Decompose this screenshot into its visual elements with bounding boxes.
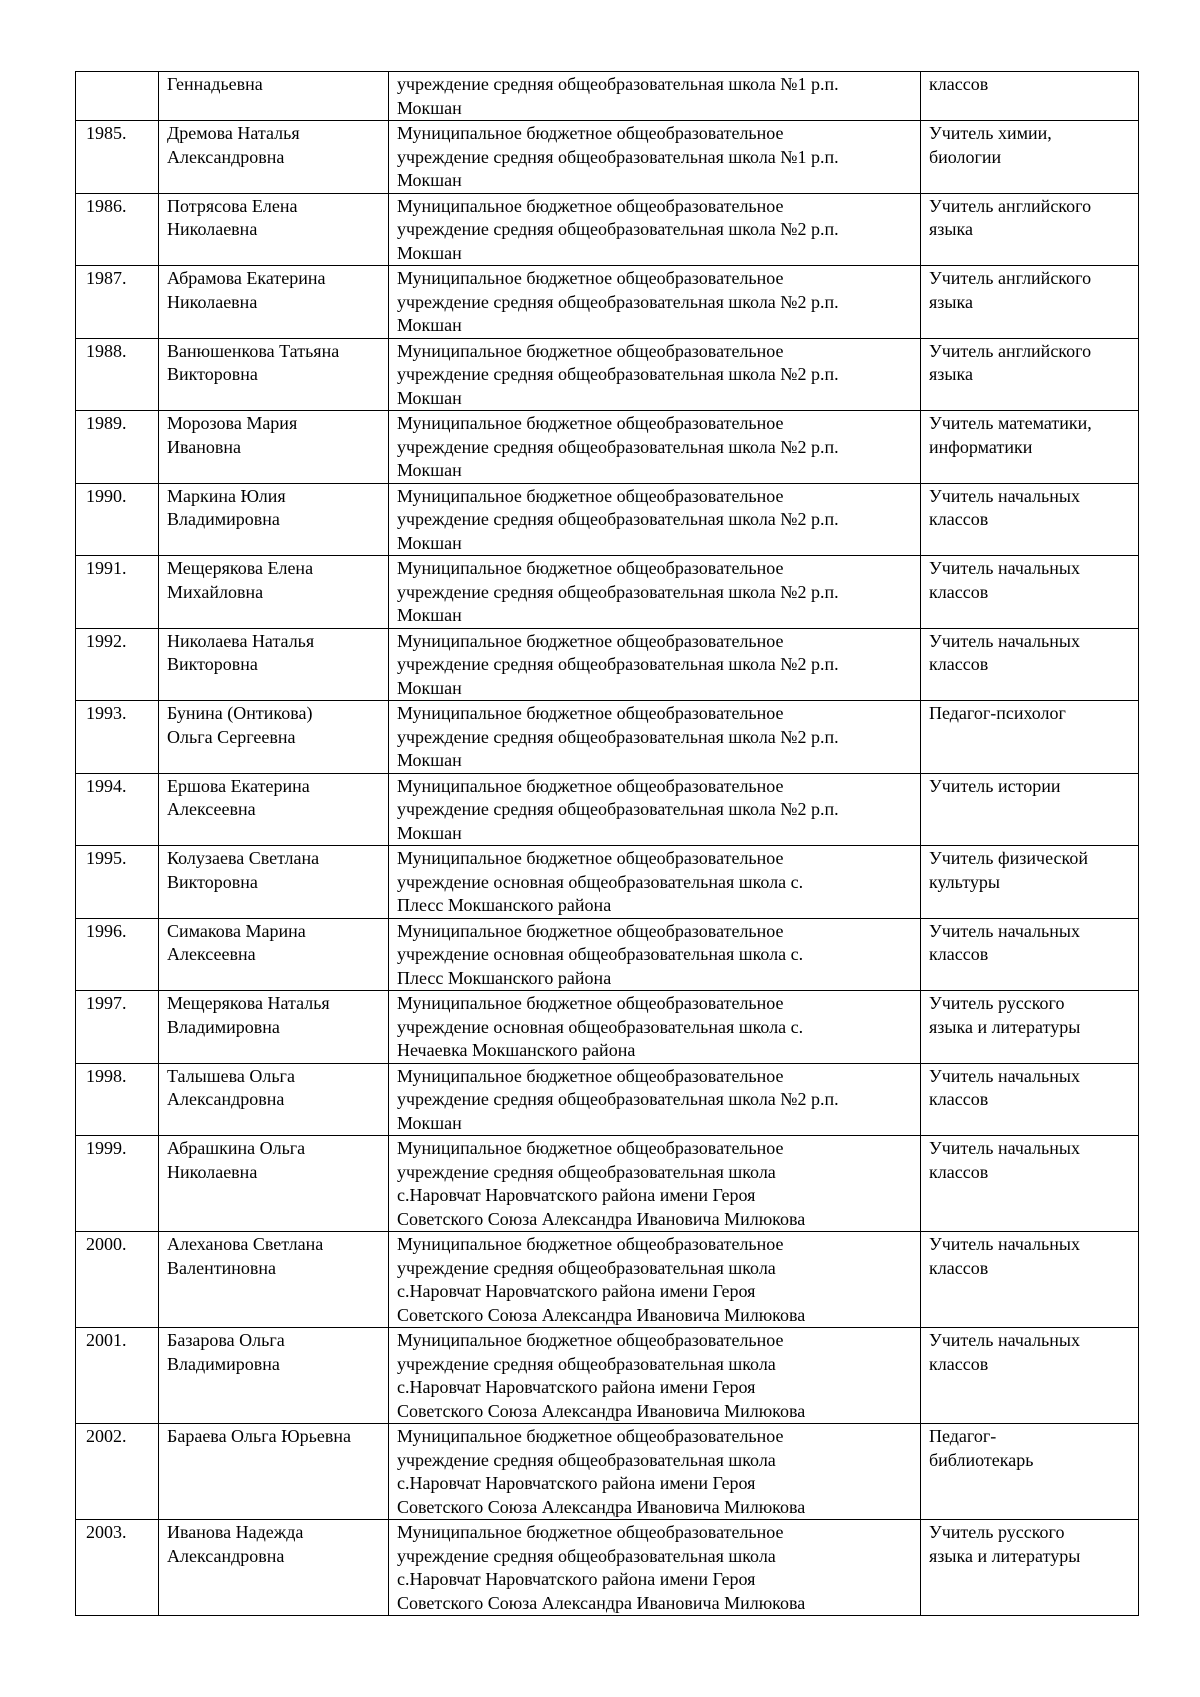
institution-line: с.Наровчат Наровчатского района имени Героя bbox=[397, 1281, 756, 1301]
position-line: классов bbox=[929, 581, 989, 602]
table-row bbox=[76, 411, 1139, 484]
institution-cell bbox=[389, 991, 921, 1064]
row-number-cell bbox=[76, 72, 159, 121]
institution-line: учреждение средняя общеобразовательная школа bbox=[397, 1449, 776, 1470]
institution-line: учреждение средняя общеобразовательная школа №2 р.п. bbox=[397, 1089, 839, 1109]
table-row bbox=[76, 1136, 1139, 1232]
teacher-name-line: Николаевна bbox=[167, 291, 258, 312]
position-cell bbox=[921, 1232, 1139, 1328]
table-row bbox=[76, 1328, 1139, 1424]
institution-line: Мокшан bbox=[397, 460, 462, 480]
institution-cell bbox=[389, 483, 921, 556]
institution-line: учреждение средняя общеобразовательная школа bbox=[397, 1161, 776, 1182]
position-cell bbox=[921, 72, 1139, 121]
institution-line: Муниципальное бюджетное общеобразовательное bbox=[397, 630, 784, 651]
position-cell bbox=[921, 1520, 1139, 1616]
institution-line: учреждение основная общеобразовательная школа с. bbox=[397, 1016, 804, 1037]
position-line: Учитель начальных bbox=[929, 630, 1080, 651]
teacher-name-cell bbox=[159, 483, 389, 556]
table-row bbox=[76, 72, 1139, 121]
position-line: Учитель английского bbox=[929, 195, 1092, 216]
institution-cell bbox=[389, 773, 921, 846]
institution-line: Муниципальное бюджетное общеобразовательное bbox=[397, 413, 784, 433]
institution-cell bbox=[389, 121, 921, 194]
teacher-name-cell bbox=[159, 1232, 389, 1328]
teacher-name-line: Викторовна bbox=[167, 871, 258, 892]
institution-cell bbox=[389, 338, 921, 411]
institution-cell bbox=[389, 701, 921, 774]
teacher-name-cell bbox=[159, 72, 389, 121]
teacher-name-cell bbox=[159, 338, 389, 411]
teacher-name-cell bbox=[159, 1424, 389, 1520]
institution-line: учреждение средняя общеобразовательная школа bbox=[397, 1353, 776, 1374]
institution-cell bbox=[389, 72, 921, 121]
institution-line: Мокшан bbox=[397, 1112, 462, 1133]
row-number-cell: 2000. bbox=[76, 1232, 159, 1328]
teacher-name-line: Талышева Ольга bbox=[167, 1065, 295, 1086]
position-cell bbox=[921, 991, 1139, 1064]
row-number-cell: 1987. bbox=[76, 266, 159, 339]
position-cell bbox=[921, 338, 1139, 411]
institution-line: Муниципальное бюджетное общеобразовательное bbox=[397, 920, 784, 941]
institution-line: с.Наровчат Наровчатского района имени Героя bbox=[397, 1569, 756, 1589]
teacher-name-cell bbox=[159, 121, 389, 194]
table-row bbox=[76, 1063, 1139, 1136]
teacher-name-cell bbox=[159, 1136, 389, 1232]
institution-line: Муниципальное бюджетное общеобразовательное bbox=[397, 993, 784, 1013]
position-line: Учитель английского bbox=[929, 340, 1092, 361]
institution-line: Муниципальное бюджетное общеобразовательное bbox=[397, 1234, 784, 1254]
position-cell bbox=[921, 773, 1139, 846]
institution-cell bbox=[389, 556, 921, 629]
teacher-name-line: Ивановна bbox=[167, 436, 242, 457]
position-line: языка bbox=[929, 291, 973, 312]
row-number-cell: 1997. bbox=[76, 991, 159, 1064]
institution-line: учреждение средняя общеобразовательная школа №2 р.п. bbox=[397, 436, 839, 457]
institution-line: Муниципальное бюджетное общеобразовательное bbox=[397, 558, 784, 578]
institution-line: Мокшан bbox=[397, 170, 462, 190]
position-line: языка bbox=[929, 364, 973, 384]
position-cell bbox=[921, 701, 1139, 774]
institution-cell bbox=[389, 1520, 921, 1616]
teacher-name-line: Бараева Ольга Юрьевна bbox=[167, 1426, 351, 1446]
table-body bbox=[76, 72, 1139, 1616]
position-line: Педагог- bbox=[929, 1426, 997, 1446]
teacher-name-line: Владимировна bbox=[167, 1016, 280, 1037]
table-row bbox=[76, 121, 1139, 194]
institution-line: учреждение средняя общеобразовательная школа №1 р.п. bbox=[397, 146, 839, 167]
institution-line: с.Наровчат Наровчатского района имени Героя bbox=[397, 1377, 756, 1397]
teacher-name-line: Дремова Наталья bbox=[167, 123, 300, 143]
teacher-name-line: Абрашкина Ольга bbox=[167, 1138, 306, 1158]
position-line: Учитель русского bbox=[929, 1522, 1065, 1542]
position-line: языка и литературы bbox=[929, 1016, 1081, 1037]
row-number-cell: 2001. bbox=[76, 1328, 159, 1424]
teacher-name-line: Михайловна bbox=[167, 581, 264, 602]
position-line: классов bbox=[929, 1353, 989, 1374]
position-line: Учитель начальных bbox=[929, 1330, 1080, 1350]
position-line: Учитель начальных bbox=[929, 485, 1080, 506]
institution-line: Советского Союза Александра Ивановича Милюкова bbox=[397, 1400, 806, 1421]
row-number-cell: 1999. bbox=[76, 1136, 159, 1232]
table-row bbox=[76, 1424, 1139, 1520]
position-line: классов bbox=[929, 944, 989, 964]
position-line: Учитель начальных bbox=[929, 920, 1080, 941]
institution-line: Муниципальное бюджетное общеобразовательное bbox=[397, 775, 784, 796]
table-row bbox=[76, 918, 1139, 991]
position-line: Педагог-психолог bbox=[929, 703, 1066, 723]
row-number-cell: 1988. bbox=[76, 338, 159, 411]
teacher-name-line: Александровна bbox=[167, 1545, 285, 1566]
teacher-name-line: Алексеевна bbox=[167, 799, 256, 819]
institution-line: учреждение средняя общеобразовательная школа №2 р.п. bbox=[397, 291, 839, 312]
institution-cell bbox=[389, 628, 921, 701]
institution-line: Советского Союза Александра Ивановича Милюкова bbox=[397, 1208, 806, 1229]
institution-line: Мокшан bbox=[397, 242, 462, 263]
institution-line: Муниципальное бюджетное общеобразовательное bbox=[397, 1138, 784, 1158]
row-number-cell: 1991. bbox=[76, 556, 159, 629]
row-number-cell: 1993. bbox=[76, 701, 159, 774]
institution-line: Советского Союза Александра Ивановича Милюкова bbox=[397, 1496, 806, 1517]
teacher-name-line: Николаевна bbox=[167, 219, 258, 239]
teacher-name-cell bbox=[159, 846, 389, 919]
teacher-name-line: Ванюшенкова Татьяна bbox=[167, 340, 340, 361]
position-line: Учитель физической bbox=[929, 848, 1088, 868]
institution-cell bbox=[389, 193, 921, 266]
table-row bbox=[76, 773, 1139, 846]
institution-line: Мокшан bbox=[397, 677, 462, 698]
table-row bbox=[76, 338, 1139, 411]
institution-line: Муниципальное бюджетное общеобразовательное bbox=[397, 848, 784, 868]
teacher-name-cell bbox=[159, 556, 389, 629]
institution-line: учреждение основная общеобразовательная школа с. bbox=[397, 944, 804, 964]
position-cell bbox=[921, 556, 1139, 629]
institution-cell bbox=[389, 1063, 921, 1136]
position-cell bbox=[921, 1063, 1139, 1136]
position-line: классов bbox=[929, 1161, 989, 1182]
teacher-name-line: Абрамова Екатерина bbox=[167, 268, 326, 288]
position-line: классов bbox=[929, 1257, 989, 1278]
teacher-name-line: Александровна bbox=[167, 1089, 285, 1109]
institution-line: Мокшан bbox=[397, 387, 462, 408]
teacher-name-cell bbox=[159, 193, 389, 266]
institution-line: Муниципальное бюджетное общеобразовательное bbox=[397, 268, 784, 288]
institution-line: с.Наровчат Наровчатского района имени Героя bbox=[397, 1185, 756, 1205]
institution-line: Муниципальное бюджетное общеобразовательное bbox=[397, 1522, 784, 1542]
teacher-name-cell bbox=[159, 773, 389, 846]
row-number-cell: 2002. bbox=[76, 1424, 159, 1520]
institution-line: учреждение средняя общеобразовательная школа №2 р.п. bbox=[397, 726, 839, 747]
table-row bbox=[76, 628, 1139, 701]
institution-line: Муниципальное бюджетное общеобразовательное bbox=[397, 340, 784, 361]
institution-cell bbox=[389, 1136, 921, 1232]
table-row bbox=[76, 991, 1139, 1064]
institution-line: Нечаевка Мокшанского района bbox=[397, 1040, 636, 1060]
position-line: классов bbox=[929, 74, 989, 94]
teacher-name-line: Симакова Марина bbox=[167, 920, 306, 941]
institution-line: Мокшан bbox=[397, 315, 462, 335]
teacher-name-line: Колузаева Светлана bbox=[167, 848, 320, 868]
position-line: Учитель английского bbox=[929, 268, 1092, 288]
teacher-name-line: Викторовна bbox=[167, 654, 258, 674]
institution-line: учреждение средняя общеобразовательная школа №2 р.п. bbox=[397, 219, 839, 239]
teacher-name-cell bbox=[159, 991, 389, 1064]
position-line: Учитель математики, bbox=[929, 413, 1092, 433]
institution-line: учреждение средняя общеобразовательная школа №1 р.п. bbox=[397, 74, 839, 94]
row-number-cell: 1992. bbox=[76, 628, 159, 701]
teacher-name-line: Владимировна bbox=[167, 509, 280, 529]
teacher-name-cell bbox=[159, 1328, 389, 1424]
teacher-name-cell bbox=[159, 918, 389, 991]
institution-line: Плесс Мокшанского района bbox=[397, 895, 612, 915]
position-cell bbox=[921, 193, 1139, 266]
position-cell bbox=[921, 411, 1139, 484]
teacher-name-line: Владимировна bbox=[167, 1353, 280, 1374]
row-number-cell: 1985. bbox=[76, 121, 159, 194]
row-number-cell: 1990. bbox=[76, 483, 159, 556]
table-row bbox=[76, 193, 1139, 266]
institution-line: Советского Союза Александра Ивановича Милюкова bbox=[397, 1592, 806, 1613]
table-row bbox=[76, 846, 1139, 919]
institution-line: с.Наровчат Наровчатского района имени Героя bbox=[397, 1473, 756, 1493]
institution-cell bbox=[389, 266, 921, 339]
position-line: классов bbox=[929, 654, 989, 674]
teacher-name-line: Мещерякова Наталья bbox=[167, 993, 330, 1013]
teacher-name-line: Ершова Екатерина bbox=[167, 775, 310, 796]
teacher-name-line: Иванова Надежда bbox=[167, 1522, 304, 1542]
table-row bbox=[76, 701, 1139, 774]
position-cell bbox=[921, 266, 1139, 339]
position-cell bbox=[921, 1136, 1139, 1232]
institution-line: Муниципальное бюджетное общеобразовательное bbox=[397, 485, 784, 506]
teacher-name-line: Морозова Мария bbox=[167, 413, 298, 433]
position-line: Учитель начальных bbox=[929, 1138, 1080, 1158]
institution-line: учреждение средняя общеобразовательная школа bbox=[397, 1545, 776, 1566]
teacher-name-cell bbox=[159, 411, 389, 484]
institution-line: учреждение средняя общеобразовательная школа №2 р.п. bbox=[397, 799, 839, 819]
row-number-cell: 1994. bbox=[76, 773, 159, 846]
teacher-name-line: Ольга Сергеевна bbox=[167, 726, 296, 747]
institution-line: Мокшан bbox=[397, 822, 462, 843]
position-line: Учитель начальных bbox=[929, 1234, 1080, 1254]
institution-cell bbox=[389, 411, 921, 484]
row-number-cell: 1995. bbox=[76, 846, 159, 919]
institution-line: учреждение средняя общеобразовательная школа bbox=[397, 1257, 776, 1278]
institution-line: Муниципальное бюджетное общеобразовательное bbox=[397, 1330, 784, 1350]
teacher-name-line: Валентиновна bbox=[167, 1257, 277, 1278]
table-row bbox=[76, 266, 1139, 339]
teacher-name-cell bbox=[159, 1520, 389, 1616]
table-row bbox=[76, 1232, 1139, 1328]
institution-line: Муниципальное бюджетное общеобразовательное bbox=[397, 1065, 784, 1086]
position-line: культуры bbox=[929, 871, 1000, 892]
teacher-name-line: Викторовна bbox=[167, 364, 258, 384]
teacher-name-line: Мещерякова Елена bbox=[167, 558, 314, 578]
row-number-cell: 2003. bbox=[76, 1520, 159, 1616]
position-line: Учитель начальных bbox=[929, 558, 1080, 578]
teacher-name-line: Базарова Ольга bbox=[167, 1330, 285, 1350]
row-number-cell: 1989. bbox=[76, 411, 159, 484]
teacher-name-cell bbox=[159, 266, 389, 339]
institution-line: учреждение средняя общеобразовательная школа №2 р.п. bbox=[397, 509, 839, 529]
position-line: языка bbox=[929, 219, 973, 239]
teacher-name-line: Николаева Наталья bbox=[167, 630, 315, 651]
table-row bbox=[76, 483, 1139, 556]
teacher-name-line: Алеханова Светлана bbox=[167, 1234, 324, 1254]
row-number-cell: 1998. bbox=[76, 1063, 159, 1136]
teacher-registry-table bbox=[75, 71, 1139, 1616]
institution-line: Мокшан bbox=[397, 750, 462, 770]
position-line: информатики bbox=[929, 436, 1033, 457]
position-cell bbox=[921, 1328, 1139, 1424]
teacher-name-line: Маркина Юлия bbox=[167, 485, 286, 506]
teacher-name-cell bbox=[159, 1063, 389, 1136]
position-line: библиотекарь bbox=[929, 1449, 1034, 1470]
position-cell bbox=[921, 121, 1139, 194]
institution-line: Муниципальное бюджетное общеобразовательное bbox=[397, 1426, 784, 1446]
position-line: языка и литературы bbox=[929, 1545, 1081, 1566]
position-cell bbox=[921, 918, 1139, 991]
position-cell bbox=[921, 628, 1139, 701]
institution-line: учреждение средняя общеобразовательная школа №2 р.п. bbox=[397, 364, 839, 384]
position-line: классов bbox=[929, 1089, 989, 1109]
institution-cell bbox=[389, 1232, 921, 1328]
position-line: Учитель истории bbox=[929, 775, 1061, 796]
position-line: Учитель русского bbox=[929, 993, 1065, 1013]
position-cell bbox=[921, 846, 1139, 919]
institution-line: Муниципальное бюджетное общеобразовательное bbox=[397, 123, 784, 143]
institution-line: учреждение средняя общеобразовательная школа №2 р.п. bbox=[397, 581, 839, 602]
position-line: Учитель начальных bbox=[929, 1065, 1080, 1086]
institution-line: Мокшан bbox=[397, 532, 462, 553]
teacher-name-line: Геннадьевна bbox=[167, 74, 263, 94]
row-number-cell: 1996. bbox=[76, 918, 159, 991]
teacher-name-line: Алексеевна bbox=[167, 944, 256, 964]
institution-line: Мокшан bbox=[397, 97, 462, 118]
position-cell bbox=[921, 1424, 1139, 1520]
institution-line: Муниципальное бюджетное общеобразовательное bbox=[397, 195, 784, 216]
teacher-name-line: Потрясова Елена bbox=[167, 195, 298, 216]
institution-cell bbox=[389, 918, 921, 991]
teacher-name-line: Бунина (Онтикова) bbox=[167, 703, 313, 723]
institution-line: Плесс Мокшанского района bbox=[397, 967, 612, 988]
position-line: биологии bbox=[929, 146, 1002, 167]
table-row bbox=[76, 556, 1139, 629]
row-number-cell: 1986. bbox=[76, 193, 159, 266]
teacher-name-line: Александровна bbox=[167, 146, 285, 167]
position-line: Учитель химии, bbox=[929, 123, 1052, 143]
teacher-name-cell bbox=[159, 701, 389, 774]
institution-cell bbox=[389, 846, 921, 919]
institution-cell bbox=[389, 1424, 921, 1520]
teacher-name-line: Николаевна bbox=[167, 1161, 258, 1182]
position-line: классов bbox=[929, 509, 989, 529]
institution-line: Советского Союза Александра Ивановича Милюкова bbox=[397, 1304, 806, 1325]
position-cell bbox=[921, 483, 1139, 556]
institution-cell bbox=[389, 1328, 921, 1424]
institution-line: учреждение средняя общеобразовательная школа №2 р.п. bbox=[397, 654, 839, 674]
institution-line: Муниципальное бюджетное общеобразовательное bbox=[397, 703, 784, 723]
teacher-name-cell bbox=[159, 628, 389, 701]
institution-line: учреждение основная общеобразовательная школа с. bbox=[397, 871, 804, 892]
institution-line: Мокшан bbox=[397, 605, 462, 625]
table-row bbox=[76, 1520, 1139, 1616]
